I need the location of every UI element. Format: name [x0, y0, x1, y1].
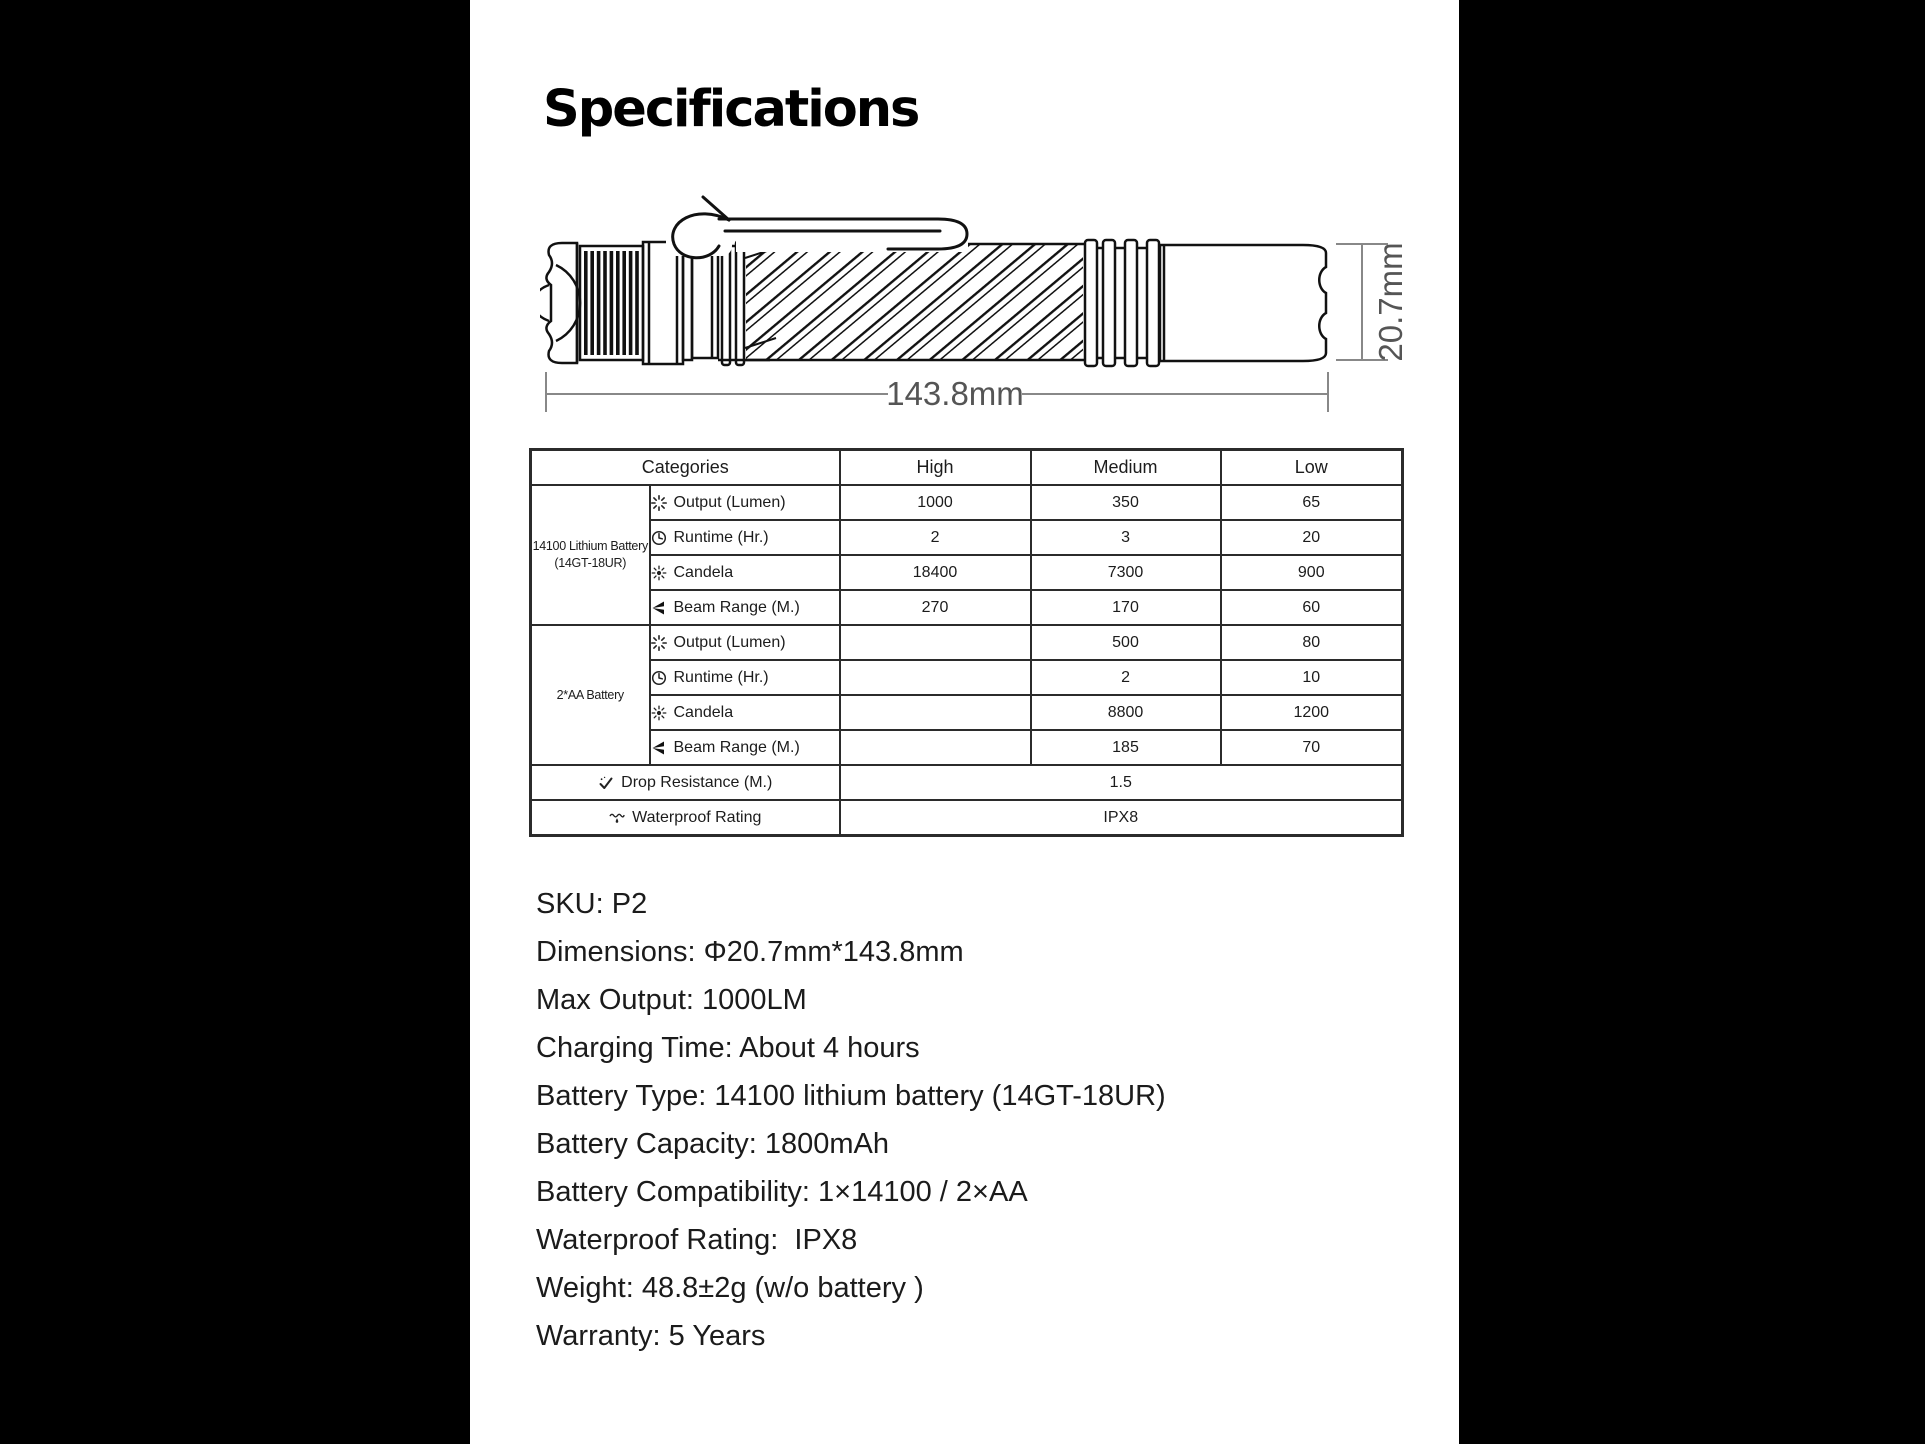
length-label: 143.8mm [886, 375, 1024, 412]
table-row [531, 695, 1403, 730]
row-label-runtime: Runtime (Hr.) [650, 520, 840, 555]
value-cell: 18400 [840, 555, 1031, 590]
spec-line-weight: Weight: 48.8±2g (w/o battery ) [536, 1272, 924, 1304]
waterproof-icon [609, 810, 625, 826]
value-cell: 2 [1031, 660, 1221, 695]
battery-group-aa: 2*AA Battery [531, 625, 650, 765]
spec-line-dimensions: Dimensions: Φ20.7mm*143.8mm [536, 936, 964, 968]
value-cell: 70 [1221, 730, 1403, 765]
na-cell [840, 695, 1031, 730]
diameter-label: 20.7mm [1372, 242, 1409, 362]
spec-line-warranty: Warranty: 5 Years [536, 1320, 766, 1352]
pocket-clip [666, 197, 968, 258]
row-label-candela: Candela [650, 695, 840, 730]
spec-table [529, 448, 1404, 837]
beam-range-icon [651, 600, 667, 616]
spec-line-battery-capacity: Battery Capacity: 1800mAh [536, 1128, 890, 1160]
brightness-icon [651, 635, 667, 651]
na-cell [840, 625, 1031, 660]
spec-line-charging-time: Charging Time: About 4 hours [536, 1032, 920, 1064]
flashlight-head [540, 243, 580, 363]
spec-list [536, 880, 1166, 1360]
table-row [531, 555, 1403, 590]
value-cell: 1200 [1221, 695, 1403, 730]
battery-group-lithium: 14100 Lithium Battery (14GT-18UR) [531, 485, 650, 625]
value-cell: 350 [1031, 485, 1221, 520]
value-cell: 500 [1031, 625, 1221, 660]
row-label-output: Output (Lumen) [650, 485, 840, 520]
spiral-flutes [746, 245, 1083, 359]
table-row [531, 520, 1403, 555]
value-cell: 80 [1221, 625, 1403, 660]
table-row [531, 485, 1403, 520]
row-label-candela: Candela [650, 555, 840, 590]
spec-line-sku: SKU: P2 [536, 888, 648, 920]
value-cell: 7300 [1031, 555, 1221, 590]
header-categories: Categories [531, 450, 840, 486]
row-label-beam-range: Beam Range (M.) [650, 590, 840, 625]
header-medium: Medium [1031, 450, 1221, 486]
spec-line-battery-type: Battery Type: 14100 lithium battery (14GT-18UR) [536, 1080, 1166, 1112]
flashlight-fins [580, 246, 643, 360]
content-area [470, 0, 1459, 1444]
page-title: Specifications [543, 80, 919, 139]
table-header-row [531, 450, 1403, 486]
candela-icon [651, 705, 667, 721]
value-cell: 170 [1031, 590, 1221, 625]
header-low: Low [1221, 450, 1403, 486]
value-cell: 60 [1221, 590, 1403, 625]
flashlight-technical-drawing [540, 188, 1440, 426]
clock-icon [651, 530, 667, 546]
beam-range-icon [651, 740, 667, 756]
spec-line-waterproof-rating: Waterproof Rating: IPX8 [536, 1224, 858, 1256]
row-label-output: Output (Lumen) [650, 625, 840, 660]
na-cell [840, 660, 1031, 695]
value-cell: 270 [840, 590, 1031, 625]
table-row [531, 730, 1403, 765]
spec-line-battery-compatibility: Battery Compatibility: 1×14100 / 2×AA [536, 1176, 1028, 1208]
drop-resistance-icon [598, 775, 614, 791]
candela-icon [651, 565, 667, 581]
value-cell: 2 [840, 520, 1031, 555]
value-cell: IPX8 [840, 800, 1403, 836]
row-label-beam-range: Beam Range (M.) [650, 730, 840, 765]
value-cell: 20 [1221, 520, 1403, 555]
value-cell: 65 [1221, 485, 1403, 520]
header-high: High [840, 450, 1031, 486]
value-cell: 1.5 [840, 765, 1403, 800]
spec-table-wrapper [529, 448, 1401, 837]
spec-line-max-output: Max Output: 1000LM [536, 984, 807, 1016]
value-cell: 1000 [840, 485, 1031, 520]
table-row [531, 660, 1403, 695]
flashlight-spiral-body [744, 244, 1085, 360]
table-row [531, 765, 1403, 800]
table-row [531, 625, 1403, 660]
na-cell [840, 730, 1031, 765]
flashlight-tail-tube [1160, 245, 1326, 361]
flashlight-tail-rings [1085, 240, 1160, 366]
brightness-icon [651, 495, 667, 511]
row-label-runtime: Runtime (Hr.) [650, 660, 840, 695]
table-row [531, 590, 1403, 625]
value-cell: 900 [1221, 555, 1403, 590]
table-row [531, 800, 1403, 836]
value-cell: 10 [1221, 660, 1403, 695]
value-cell: 3 [1031, 520, 1221, 555]
clock-icon [651, 670, 667, 686]
value-cell: 8800 [1031, 695, 1221, 730]
row-label-waterproof: Waterproof Rating [531, 800, 840, 836]
value-cell: 185 [1031, 730, 1221, 765]
row-label-drop-resistance: Drop Resistance (M.) [531, 765, 840, 800]
